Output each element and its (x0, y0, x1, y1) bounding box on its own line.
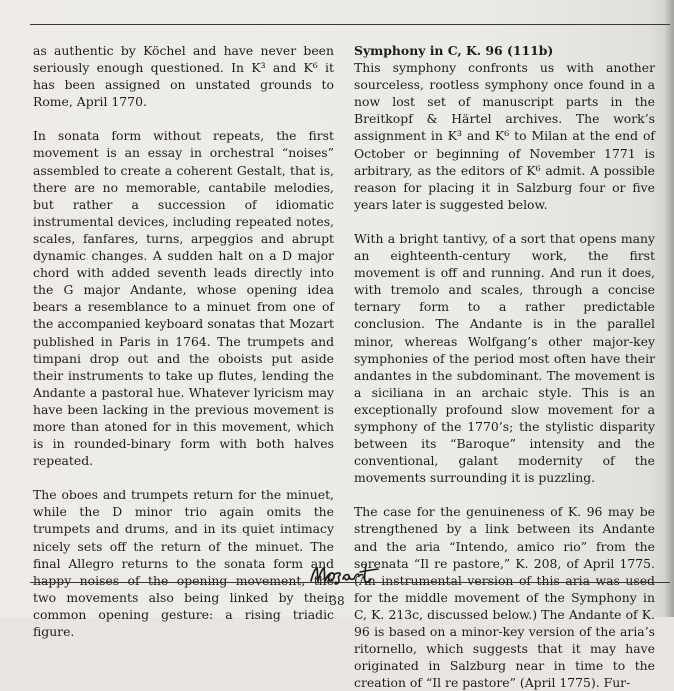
left-paragraph-3: The oboes and trumpets return for the minuet, while the D minor trio again omits the trumpets and drums, and in its quiet intimacy nicely sets off the return of the minuet. The final Allegro returns to the sonata form and happy noises of the opening movement, the two movements also being linked by their common opening gesture: a rising triadic figure. (33, 487, 334, 639)
mozart-signature-logo (308, 561, 384, 587)
right-paragraph-1: This symphony confronts us with another sourceless, rootless symphony once found in a now lost set of manuscript parts in the Breitkopf & Härtel archives. The work’s assignment in K³ and K⁶ to Milan at the end of October or beginning of November 1771 is arbitrary, as the editors of K⁶ admit. A possible reason for placing it in Salzburg four or five years later is suggested below. (354, 60, 655, 212)
page-number: 38 (329, 594, 345, 608)
page-edge-shadow (664, 0, 674, 617)
left-paragraph-2: In sonata form without repeats, the first movement is an essay in orchestral “noises” assembled to create a coherent Gestalt, that is, there are no memorable, cantabile melodies, but rather a succession of idiomatic instrumental devices, including repeated notes, scales, fanfares, turns, arpeggios and abrupt dynamic changes. A sudden halt on a D major chord with added seventh leads directly into the G major Andante, whose opening idea bears a resemblance to a minuet from one of the accompanied keyboard sonatas that Mozart published in Paris in 1764. The trumpets and timpani drop out and the oboists put aside their instruments to take up flutes, lending the Andante a pastoral hue. Whatever lyricism may have been lacking in the previous movement is more than atoned for in this movement, which is in rounded-binary form with both halves repeated. (33, 128, 334, 469)
left-paragraph-1: as authentic by Köchel and have never been seriously enough questioned. In K³ and K⁶ it has been assigned on unstated grounds to Rome, April 1770. (33, 43, 334, 110)
right-paragraph-2: With a bright tantivy, of a sort that opens many an eighteenth-century work, the first movement is off and running. And run it does, with tremolo and scales, through a concise ternary form to a rather predictable conclusion. The Andante is in the parallel minor, whereas Wolfgang’s other major-key symphonies of the period most often have their andantes in the subdominant. The movement is a siciliana in an archaic style. This is an exceptionally profound slow movement for a symphony of the 1770’s; the stylistic disparity between its “Baroque” intensity and the conventional, galant modernity of the movements surrounding it is puzzling. (354, 230, 655, 486)
left-column (33, 42, 334, 640)
right-paragraph-3: The case for the genuineness of K. 96 may be strengthened by a link between its Andante and the aria “Intendo, amico rio” from the serenata “Il re pastore,” K. 208, of April 1775. (An instrumental version of this aria was used for the middle movement of the Symphony in C, K. 213c, discussed below.) The Andante of K. 96 is based on a minor-key version of the aria’s ritornello, which suggests that it may have originated in Salzburg near in time to the creation of “Il re pastore” (April 1775). Fur- (354, 504, 655, 691)
top-rule (30, 24, 670, 25)
section-heading: Symphony in C, K. 96 (111b) (354, 43, 554, 58)
